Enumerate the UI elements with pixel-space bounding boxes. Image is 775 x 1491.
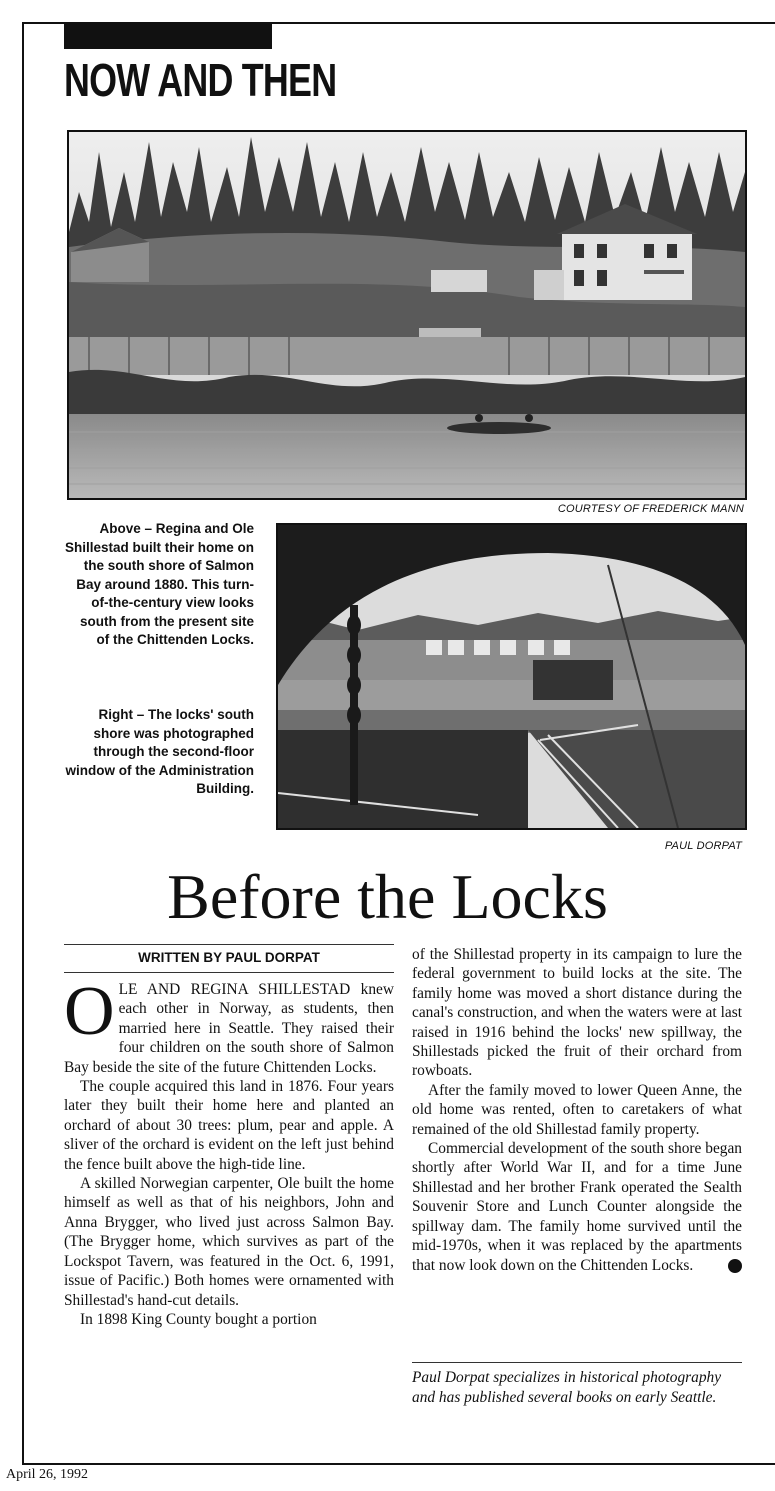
section-bar (64, 22, 272, 49)
historic-house-photo (67, 130, 747, 500)
right-photo-credit: PAUL DORPAT (664, 840, 742, 852)
paragraph-2: The couple acquired this land in 1876. Four years later they built their home here and planted an orchard of about 30 trees: plum, pear and apple. A sliver of the orchard is evident on the left just behind the fence built above the high-tide line. (64, 1078, 394, 1173)
author-bio: Paul Dorpat specializes in historical photography and has published several books on early Seattle. (412, 1369, 722, 1406)
issue-date: April 26, 1992 (6, 1467, 89, 1482)
end-mark-icon: P (728, 1259, 742, 1273)
article-headline: Before the Locks (167, 861, 608, 932)
section-kicker: NOW AND THEN (64, 54, 337, 106)
paragraph-3: A skilled Norwegian carpenter, Ole built the home himself as well as that of his neighbors, John and Anna Brygger, who lived just across Salmon Bay. (The Brygger home, which survives as part of the Lockspot Tavern, was featured in the Oct. 6, 1991, issue of Pacific.) Both homes were ornamented with Shillestad's hand-cut details. (64, 1175, 394, 1309)
paragraph-7 (412, 1139, 751, 1275)
locks-arch-photo (276, 523, 747, 830)
article-left-column (64, 973, 394, 1329)
caption-above: Above – Regina and Ole Shillestad built their home on the south shore of Salmon Bay around 1880. This turn-of-the-century view looks south from the present site of the Chittenden Locks. (64, 521, 254, 647)
paragraph-6: After the family moved to lower Queen Anne, the old home was rented, often to caretakers of what remained of the old Shillestad family property. (412, 1081, 742, 1138)
top-photo-credit: COURTESY OF FREDERICK MANN (557, 503, 744, 515)
paragraph-4: In 1898 King County bought a portion (80, 1310, 317, 1328)
article-right-column (412, 945, 751, 1275)
caption-right: Right – The locks' south shore was photographed through the second-floor window of the Administration Building. (65, 707, 254, 796)
paragraph-7-text: Commercial development of the south shore began shortly after World War II, and for a time June Shillestad and her brother Frank operated the Sealth Souvenir Store and Lunch Counter alongside the spillway dam. The family home survived until the mid-1970s, when it was replaced by the apartments that now look down on the Chittenden Locks. (412, 1140, 742, 1274)
paragraph-5: of the Shillestad property in its campaign to lure the federal government to build locks at the site. The family home was moved a short distance during the canal's construction, and when the waters were at last raised in 1916 behind the locks' new spillway, the Shillestads picked the fruit of their orchard from rowboats. (412, 946, 742, 1080)
paragraph-1 (64, 973, 394, 1077)
byline-rule-top (64, 944, 394, 945)
byline: WRITTEN BY PAUL DORPAT (138, 950, 320, 965)
paragraph-1-text: LE AND REGINA SHILLESTAD knew each other in Norway, as students, then married here in Seattle. They raised their four children on the south shore of Salmon Bay beside the site of the future Chittenden Locks. (64, 981, 394, 1076)
drop-cap: O (64, 973, 115, 1050)
locks-arch-illustration (278, 525, 745, 828)
bio-rule (412, 1362, 742, 1363)
historic-house-illustration (69, 132, 745, 498)
